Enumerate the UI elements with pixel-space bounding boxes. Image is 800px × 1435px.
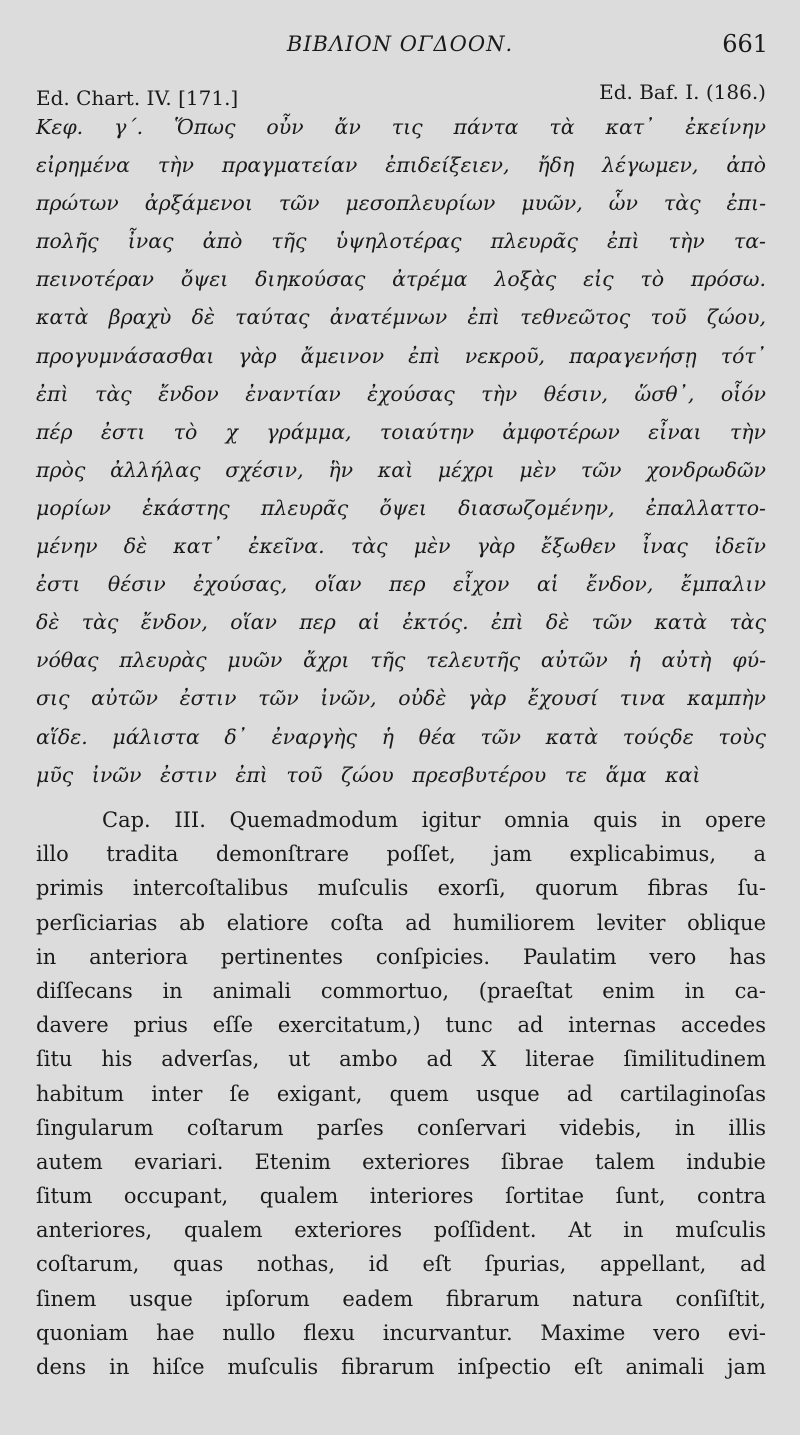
latin-line: davere prius eſſe exercitatum,) tunc ad internas accedes <box>36 1013 766 1038</box>
greek-line: σις αὐτῶν ἐστιν τῶν ἰνῶν, οὐδὲ γὰρ ἔχουσί τινα καμπὴν <box>36 686 766 711</box>
latin-line: perſiciarias ab elatiore coſta ad humiliorem leviter oblique <box>36 910 766 935</box>
greek-line: ἐπὶ τὰς ἔνδον ἐναντίαν ἐχούσας τὴν θέσιν, ὥσθ᾿, οἷόν <box>36 381 766 406</box>
latin-line: dens in hiſce muſculis fibrarum inſpectio eſt animali jam <box>36 1355 766 1379</box>
greek-line: προγυμνάσασθαι γὰρ ἄμεινον ἐπὶ νεκροῦ, παραγενήσῃ τότ᾿ <box>36 343 766 368</box>
greek-line: πολῆς ἶνας ἀπὸ τῆς ὑψηλοτέρας πλευρᾶς ἐπὶ τὴν τα- <box>36 229 766 254</box>
greek-line: πέρ ἐστι τὸ χ γράμμα, τοιαύτην ἀμφοτέρων εἶναι τὴν <box>36 419 766 444</box>
latin-line: Cap. III. Quemadmodum igitur omnia quis in opere <box>102 808 766 832</box>
edition-reference-chart: Ed. Chart. IV. [171.] <box>36 86 239 110</box>
greek-line: νόθας πλευρὰς μυῶν ἄχρι τῆς τελευτῆς αὐτῶν ἡ αὐτὴ φύ- <box>36 648 766 673</box>
latin-line: ſitu his adverſas, ut ambo ad X literae ſimilitudinem <box>36 1047 766 1072</box>
greek-text-block <box>36 108 766 794</box>
greek-line: κατὰ βραχὺ δὲ ταύτας ἀνατέμνων ἐπὶ τεθνεῶτος τοῦ ζώου, <box>36 305 766 330</box>
greek-line: μορίων ἑκάστης πλευρᾶς ὄψει διασωζομένην, ἐπαλλαττο- <box>36 495 766 520</box>
latin-line: ſinem usque ipſorum eadem fibrarum natura conſiſtit, <box>36 1286 766 1311</box>
latin-line: quoniam hae nullo flexu incurvantur. Maxime vero evi- <box>36 1320 766 1345</box>
latin-line: diſſecans in animali commortuo, (praeſtat enim in ca- <box>36 978 766 1003</box>
greek-line: μένην δὲ κατ᾿ ἐκεῖνα. τὰς μὲν γὰρ ἔξωθεν ἶνας ἰδεῖν <box>36 534 766 559</box>
latin-line: illo tradita demonſtrare poſſet, jam explicabimus, a <box>36 842 766 867</box>
running-title: ΒΙΒΛΙΟΝ ΟΓΔΟΟΝ. <box>286 32 514 56</box>
greek-line: εἰρημένα τὴν πραγματείαν ἐπιδείξειεν, ἤδη λέγωμεν, ἀπὸ <box>36 153 766 178</box>
greek-line: μῦς ἰνῶν ἐστιν ἐπὶ τοῦ ζώου πρεσβυτέρου τε ἅμα καὶ <box>36 762 701 787</box>
latin-line: autem evariari. Etenim exteriores ſibrae talem indubie <box>36 1149 766 1174</box>
latin-line: anteriores, qualem exteriores poſſident. At in muſculis <box>36 1218 766 1243</box>
greek-line: ἐστι θέσιν ἐχούσας, οἵαν περ εἶχον αἱ ἔνδον, ἔμπαλιν <box>36 572 766 597</box>
greek-line: αἵδε. μάλιστα δ᾿ ἐναργὴς ἡ θέα τῶν κατὰ τούςδε τοὺς <box>36 724 766 749</box>
greek-line: πρὸς ἀλλήλας σχέσιν, ἣν καὶ μέχρι μὲν τῶν χονδρωδῶν <box>36 457 766 482</box>
latin-line: primis intercoſtalibus muſculis exorſi, quorum fibras ſu- <box>36 876 766 901</box>
edition-reference-basel: Ed. Baf. I. (186.) <box>599 80 766 104</box>
latin-line: ſitum occupant, qualem interiores ſortitae ſunt, contra <box>36 1184 766 1209</box>
latin-line: in anteriora pertinentes conſpicies. Paulatim vero has <box>36 944 766 969</box>
greek-line: πρώτων ἀρξάμενοι τῶν μεσοπλευρίων μυῶν, ὧν τὰς ἐπι- <box>36 191 766 216</box>
greek-line: πεινοτέραν ὄψει διηκούσας ἀτρέμα λοξὰς εἰς τὸ πρόσω. <box>36 267 766 292</box>
latin-line: coſtarum, quas nothas, id eſt ſpurias, appellant, ad <box>36 1252 766 1277</box>
page-number: 661 <box>722 30 768 58</box>
greek-line: δὲ τὰς ἔνδον, οἵαν περ αἱ ἐκτός. ἐπὶ δὲ τῶν κατὰ τὰς <box>36 610 766 635</box>
latin-text-block <box>36 803 766 1384</box>
latin-line: habitum inter ſe exigant, quem usque ad cartilaginoſas <box>36 1081 766 1106</box>
greek-line: Κεφ. γ΄. Ὅπως οὖν ἄν τις πάντα τὰ κατ᾿ ἐκείνην <box>36 115 766 139</box>
latin-line: ſingularum coſtarum parſes conſervari videbis, in illis <box>36 1115 766 1140</box>
